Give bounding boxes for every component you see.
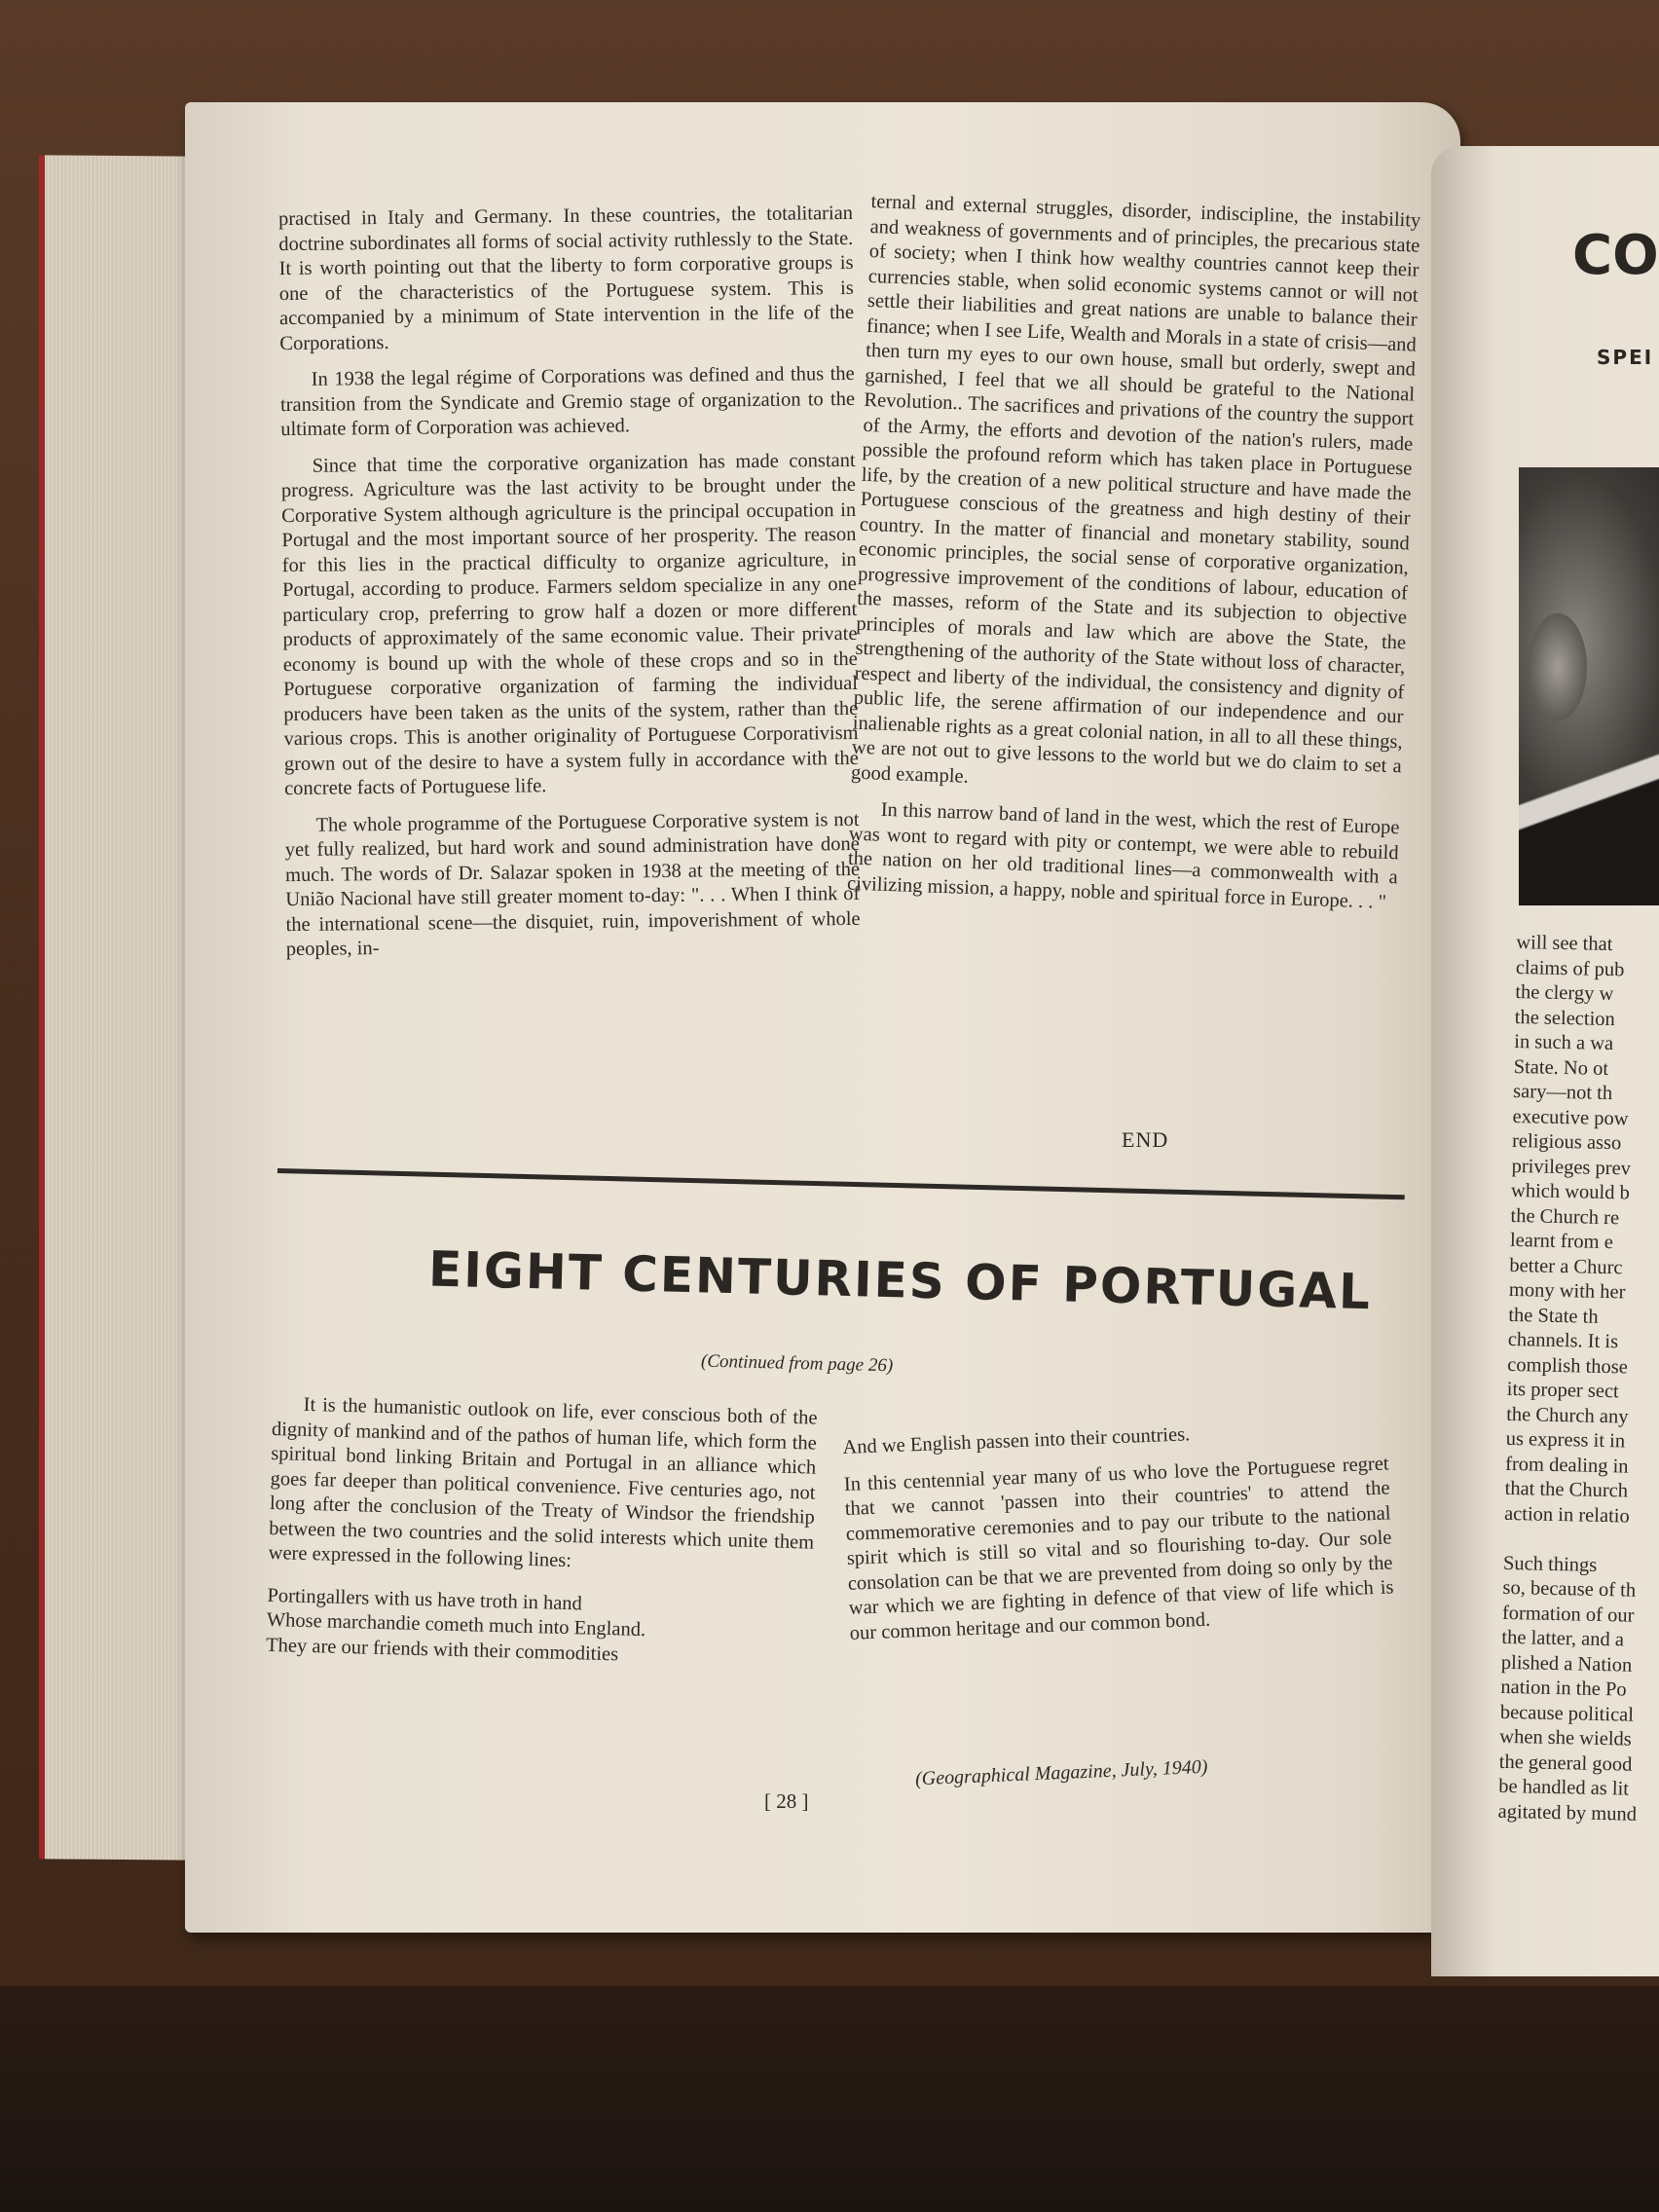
paragraph: In this narrow band of land in the west, which the rest of Europe was wont to regard with pity or contempt, we were able to rebuild the nation on her old traditional lines—a commonwealth with a civilizing mission, a happy, noble and spiritual force in Europe. . . " [846, 798, 1400, 913]
right-page-line: complish those [1507, 1353, 1629, 1378]
right-page-line: channels. It is [1507, 1328, 1619, 1353]
paragraph: ternal and external struggles, disorder, indiscipline, the instability and weakness of governments and of principles, the precarious state of society; when I think how wealthy countries cannot keep their currencies stable, when solid economic systems cannot or will not settle their liabilities and great nations are unable to balance their finance; when I see Life, Wealth and Morals in a state of crisis—and then turn my eyes to our own house, small but orderly, swept and garnished, I feel that we all should be grateful to the National Revolution.. The sacrifices and privations of the country the support of the Army, the efforts and devotion of the nation's rulers, made possible the profound reform which has taken place in Portuguese life, by the creation of a new political structure and have made the Portuguese conscious of the greatness and high destiny of their country. In the matter of financial and monetary stability, sound economic principles, the social sense of corporative organization, progressive improvement of the conditions of labour, education of the masses, reform of the State and its subjection to objective principles of morals and law which are above the State, the strengthening of the authority of the State without loss of character, respect and liberty of the individual, the consistency and dignity of public life, the serene affirmation of our independence and our inalienable rights as a great colonial nation, in all to all these things, we are not out to give lessons to the world but we do claim to set a good example. [850, 190, 1421, 788]
right-page-line: when she wields [1499, 1725, 1633, 1751]
right-page-line: the State th [1508, 1304, 1599, 1328]
right-page-line: privileges prev [1511, 1155, 1632, 1180]
right-page-subheading: SPEI [1597, 346, 1654, 369]
end-mark: END [1122, 1127, 1169, 1152]
right-page-heading: CO [1572, 224, 1659, 287]
paragraph: practised in Italy and Germany. In these countries, the totalitarian doctrine subordinates all forms of social activity ruthlessly to the State. It is worth pointing out that the liberty to form corporative groups is one of the characteristics of the Portuguese system. This is accompanied by a minimum of State intervention in the life of the Corporations. [277, 202, 855, 354]
paragraph: The whole programme of the Portuguese Corporative system is not yet fully realized, but hard work and sound administration have done much. The words of Dr. Salazar spoken in 1938 at the meeting of the União Nacional have still greater moment to-day: ". . . When I think of the international scene—the disquiet, ruin, impoverishment of whole peoples, in- [284, 808, 861, 961]
right-page-line: claims of pub [1515, 956, 1625, 980]
right-page-line: that the Church [1504, 1477, 1629, 1502]
paragraph: It is the humanistic outlook on life, ever conscious both of the dignity of mankind and of the pathos of human life, which form the spiritual bond linking Britain and Portugal in an alliance which goes far deeper than political convenience. Five centuries ago, not long after the conclusion of the Treaty of Windsor the friendship between the two countries and the solid interests which unite them were expressed in the following lines: [268, 1393, 818, 1572]
continued-note: (Continued from page 26) [700, 1350, 894, 1377]
portrait-ear [1529, 613, 1587, 720]
right-page-line: be handled as lit [1497, 1775, 1630, 1800]
right-page-line: learnt from e [1509, 1229, 1614, 1254]
right-page-line: us express it in [1505, 1427, 1626, 1453]
paragraph: In 1938 the legal régime of Corporations was defined and thus the transition from the Syndicate and Gremio stage of organization to the ultimate form of Corporation was achieved. [279, 362, 856, 441]
right-page-line: the Church any [1506, 1403, 1629, 1428]
right-page-line: mony with her [1508, 1278, 1626, 1304]
citation: (Geographical Magazine, July, 1940) [914, 1755, 1208, 1790]
poem-line: Portingallers with us have troth in hand [267, 1584, 583, 1614]
right-page-line: will see that [1516, 932, 1613, 956]
book-page-edges [39, 155, 201, 1860]
poem [266, 1583, 813, 1672]
right-page-line: because political [1499, 1701, 1635, 1726]
page-number: [ 28 ] [764, 1789, 809, 1813]
right-page-line: so, because of th [1502, 1576, 1637, 1602]
paragraph: Since that time the corporative organization has made constant progress. Agriculture was the last activity to be brought under the Corporative System although agriculture is the principal occupation in Portugal and the most important source of her prosperity. The reason for this lies in the practical difficulty to organize agriculture, in Portugal, according to produce. Farmers seldom specialize in any one particulary crop, preferring to grow half a dozen or more different products of approximately of the same economic value. Their private economy is bound up with the whole of these crops and so in the Portuguese corporative organization of farming the individual producers have been taken as the units of the system, rather than the various crops. This is another originality of Portuguese Corporativism grown out of the desire to have a system fully in accordance with the concrete facts of Portuguese life. [280, 449, 859, 800]
right-page-line: the latter, and a [1501, 1626, 1625, 1651]
right-page-line: nation in the Po [1500, 1676, 1627, 1701]
right-page-line: action in relatio [1503, 1502, 1630, 1528]
right-page-line: the general good [1498, 1751, 1633, 1776]
right-page-line: the selection [1514, 1006, 1616, 1030]
paragraph: In this centennial year many of us who love the Portuguese regret that we cannot 'passen into their countries' to attend the commemorative ceremonies and to pay our tribute to the national spirit which is still so vital and so flourishing to-day. Our sole consolation can be that we are prevented from doing so only by the war which we are fighting in defence of that view of life which is our common heritage and our common bond. [843, 1452, 1394, 1644]
right-page-line: formation of our [1501, 1602, 1635, 1627]
article-column-1 [266, 1392, 818, 1673]
right-page-line: plished a Nation [1500, 1651, 1633, 1677]
article-column-2 [842, 1416, 1395, 1658]
right-page-line: the clergy w [1515, 980, 1614, 1006]
right-page-line: State. No ot [1513, 1055, 1609, 1080]
right-page-line: sary—not th [1512, 1080, 1613, 1105]
right-page-text [1497, 931, 1659, 1828]
right-page [1431, 146, 1659, 1976]
background-floor [0, 1986, 1659, 2212]
right-page-line: the Church re [1510, 1204, 1620, 1229]
right-page-line: executive pow [1512, 1105, 1629, 1129]
right-page-line: in such a wa [1514, 1030, 1614, 1055]
portrait-collar [1519, 730, 1659, 905]
poem-line: Whose marchandie cometh much into England. [266, 1608, 646, 1641]
paragraph: And we English passen into their countries. [842, 1423, 1191, 1458]
text-column-1 [278, 202, 861, 975]
right-page-line: Such things [1502, 1552, 1598, 1576]
right-page-line: better a Churc [1509, 1254, 1623, 1278]
right-page-line: which would b [1510, 1179, 1631, 1204]
text-column-2 [846, 190, 1420, 927]
right-page-line: its proper sect [1506, 1378, 1619, 1403]
article-headline: EIGHT CENTURIES OF PORTUGAL [427, 1240, 1373, 1321]
poem-line: They are our friends with their commodities [265, 1634, 619, 1665]
right-page-line: from dealing in [1504, 1453, 1629, 1478]
right-page-line: religious asso [1511, 1129, 1622, 1155]
right-page-line: agitated by mund [1497, 1800, 1638, 1825]
